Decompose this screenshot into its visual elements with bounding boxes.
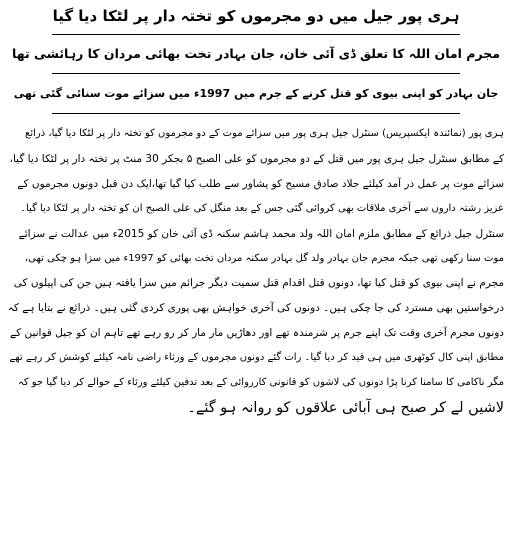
headline-divider (52, 34, 460, 35)
body-line: سنٹرل جیل ذرائع کے مطابق ملزم امان اللہ ولد محمد ہاشم سکنہ ڈی آئی خان کو 2015ء میں عدالت نے سزائے (18, 227, 504, 240)
headline-divider (52, 73, 460, 74)
headline-sub-2: جان بہادر کو اپنی بیوی کو قتل کرنے کے جرم میں 1997ء میں سزائے موت سنائی گئی تھی (13, 87, 499, 100)
body-line: ہری پور (نمائندہ ایکسپریس) سنٹرل جیل ہری پور میں سزائے موت کے دو مجرموں کو تختہ دار پر لٹکا دیا گیا، ذرائع (25, 128, 504, 139)
body-line: لاشیں لے کر صبح ہی آبائی علاقوں کو روانہ ہو گئے۔ (187, 399, 504, 416)
body-line: مطابق اپنی کال کوٹھری میں ہی قید کر دیا گیا۔ رات گئے دونوں مجرموں کے ورثاء راضی نامہ کیلئے کوشش کر رہے تھے (9, 352, 504, 364)
body-line: مجرم نے اپنی بیوی کو قتل کیا تھا، دونوں قتل اقدام قتل سمیت دیگر جرائم میں سزا یافتہ ہیں جن کی اپیلوں کی (13, 277, 504, 290)
headline-sub-1: مجرم امان اللہ کا تعلق ڈی آئی خان، جان بہادر تخت بھائی مردان کا رہائشی تھا (12, 46, 500, 61)
article-body (8, 122, 504, 421)
body-line: درخواستیں بھی مسترد کی جا چکی ہیں۔ دونوں کی آخری خواہش بھی پوری کردی گئی ہیں۔ ذرائع نے بتایا ہے کہ (8, 302, 504, 315)
body-line: سزائے موت پر عمل در آمد کیلئے جلاد صادق مسیح کو پشاور سے طلب کیا گیا تھا،ایک دن قبل دونوں مجرموں کے (17, 177, 504, 190)
body-line: مگر ناکامی کا سامنا کرنا پڑا دونوں کی لاشوں کو قانونی کارروائی کے بعد تدفین کیلئے ورثاء کے حوالے کر دیا گیا جو کہ (17, 377, 504, 389)
body-line: کے مطابق سنٹرل جیل ہری پور میں قتل کے دو مجرموں کو علی الصبح ۵ بجکر 30 منٹ پر تختہ دار پر لٹکا دیا گیا، (9, 152, 504, 165)
body-line: دونوں مجرم آخری وقت تک اپنے جرم پر شرمندہ تھے اور دھاڑیں مار مار کر رو رہے تھے تاہم ان کو جیل قوانین کے (9, 327, 504, 340)
headline-main: ہری پور جیل میں دو مجرموں کو تختہ دار پر لٹکا دیا گیا (52, 7, 460, 25)
body-line: عزیز رشتہ داروں سے آخری ملاقات بھی کروائی گئی جس کے بعد منگل کی علی الصبح ان کو تختہ دار پر لٹکا دیا گیا۔ (20, 202, 504, 214)
body-line: موت سنا رکھی تھی جبکہ مجرم جان بہادر ولد گل بہادر سکنہ مردان تخت بھائی کو 1997ء میں سزا ہو چکی تھی، (24, 252, 504, 264)
headline-divider (52, 113, 460, 114)
